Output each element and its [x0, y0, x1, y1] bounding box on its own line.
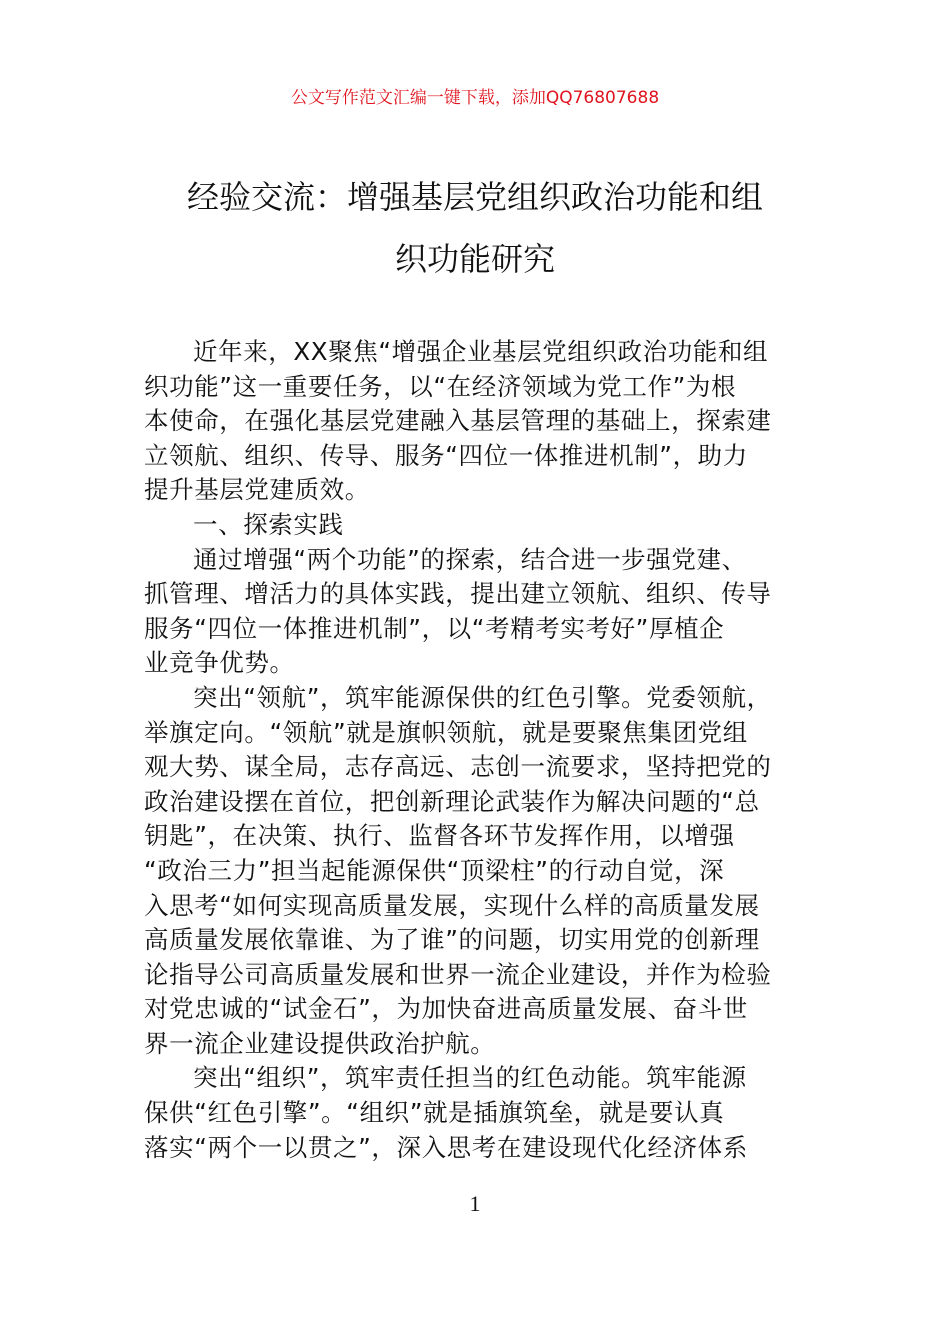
paragraph-line: 高质量发展依靠谁、为了谁”的问题，切实用党的创新理 — [144, 925, 760, 955]
paragraph-line: 突出“组织”，筑牢责任担当的红色动能。筑牢能源 — [193, 1063, 747, 1093]
paragraph-line: 论指导公司高质量发展和世界一流企业建设，并作为检验 — [144, 959, 772, 989]
paragraph-line: 界一流企业建设提供政治护航。 — [144, 1028, 496, 1058]
document-title — [140, 166, 810, 290]
paragraph-line: 举旗定向。“领航”就是旗帜领航，就是要聚焦集团党组 — [144, 717, 748, 747]
paragraph-line: 织功能”这一重要任务，以“在经济领域为党工作”为根 — [144, 371, 737, 401]
section-heading: 一、探索实践 — [193, 509, 344, 539]
paragraph-line: 对党忠诚的“试金石”，为加快奋进高质量发展、奋斗世 — [144, 994, 748, 1024]
paragraph-line: 政治建设摆在首位，把创新理论武装作为解决问题的“总 — [144, 786, 760, 816]
header-banner: 公文写作范文汇编一键下载，添加QQ76807688 — [290, 88, 660, 108]
paragraph-line: 抓管理、增活力的具体实践，提出建立领航、组织、传导 — [144, 579, 772, 609]
paragraph-line: 钥匙”，在决策、执行、监督各环节发挥作用，以增强 — [144, 821, 735, 851]
paragraph-line: 本使命，在强化基层党建融入基层管理的基础上，探索建 — [144, 406, 772, 436]
paragraph-line: 通过增强“两个功能”的探索，结合进一步强党建、 — [193, 544, 747, 574]
paragraph-line: “政治三力”担当起能源保供“顶梁柱”的行动自觉，深 — [144, 855, 725, 885]
paragraph-line: 落实“两个一以贯之”，深入思考在建设现代化经济体系 — [144, 1132, 748, 1162]
paragraph-line: 近年来，XX聚焦“增强企业基层党组织政治功能和组 — [193, 337, 769, 366]
page-number: 1 — [469, 1191, 481, 1216]
paragraph-line: 提升基层党建质效。 — [144, 475, 370, 505]
paragraph-line: 保供“红色引擎”。“组织”就是插旗筑垒，就是要认真 — [144, 1098, 725, 1128]
paragraph-line: 观大势、谋全局，志存高远、志创一流要求，坚持把党的 — [144, 752, 772, 782]
document-body — [144, 335, 810, 1165]
paragraph-line: 立领航、组织、传导、服务“四位一体推进机制”，助力 — [144, 440, 748, 470]
paragraph-line: 入思考“如何实现高质量发展，实现什么样的高质量发展 — [144, 890, 760, 920]
paragraph-line: 突出“领航”，筑牢能源保供的红色引擎。党委领航， — [193, 682, 772, 712]
paragraph-line: 服务“四位一体推进机制”，以“考精考实考好”厚植企 — [144, 613, 725, 643]
title-line: 织功能研究 — [394, 240, 555, 278]
paragraph-line: 业竞争优势。 — [144, 648, 295, 678]
title-line: 经验交流：增强基层党组织政治功能和组 — [186, 178, 763, 216]
